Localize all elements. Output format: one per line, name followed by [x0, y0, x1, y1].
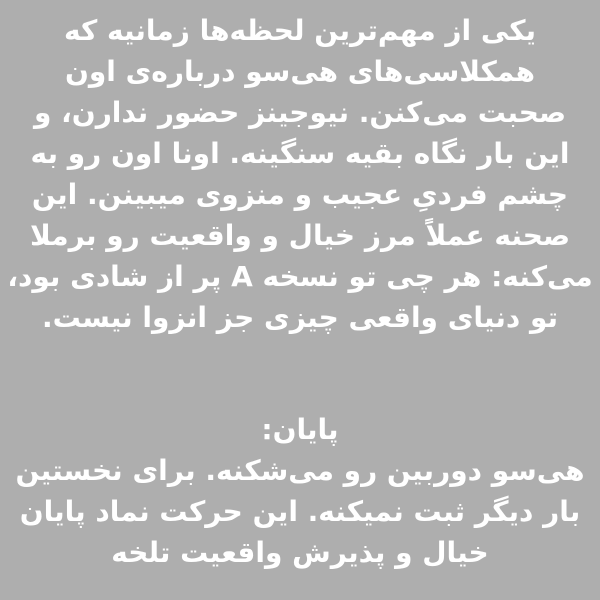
- story-line: چشم فردیِ عجیب و منزوی میبینن. این: [31, 178, 569, 211]
- story-paragraph-ending: [0, 409, 600, 573]
- story-line: بار دیگر ثبت نمیکنه. این حرکت نماد پایان: [19, 495, 581, 528]
- story-paragraph-main: [0, 10, 600, 338]
- story-line: صحنه عملاً مرز خیال و واقعیت رو برملا: [30, 219, 570, 252]
- story-line: خیال و پذیرش واقعیت تلخه: [111, 536, 489, 569]
- ending-heading: پایان:: [261, 413, 339, 446]
- story-line: صحبت می‌کنن. نیوجینز حضور ندارن، و: [34, 96, 566, 129]
- story-line: همکلاسی‌های هی‌سو درباره‌ی اون: [65, 55, 535, 88]
- story-line: یکی از مهم‌ترین لحظه‌ها زمانیه که: [63, 14, 537, 47]
- story-line: این بار نگاه بقیه سنگینه. اونا اون رو به: [30, 137, 570, 170]
- story-line: هی‌سو دوربین رو می‌شکنه. برای نخستین: [15, 454, 585, 487]
- story-line: می‌کنه: هر چی تو نسخه A پر از شادی بود،: [7, 260, 593, 293]
- story-line: تو دنیای واقعی چیزی جز انزوا نیست.: [41, 301, 559, 334]
